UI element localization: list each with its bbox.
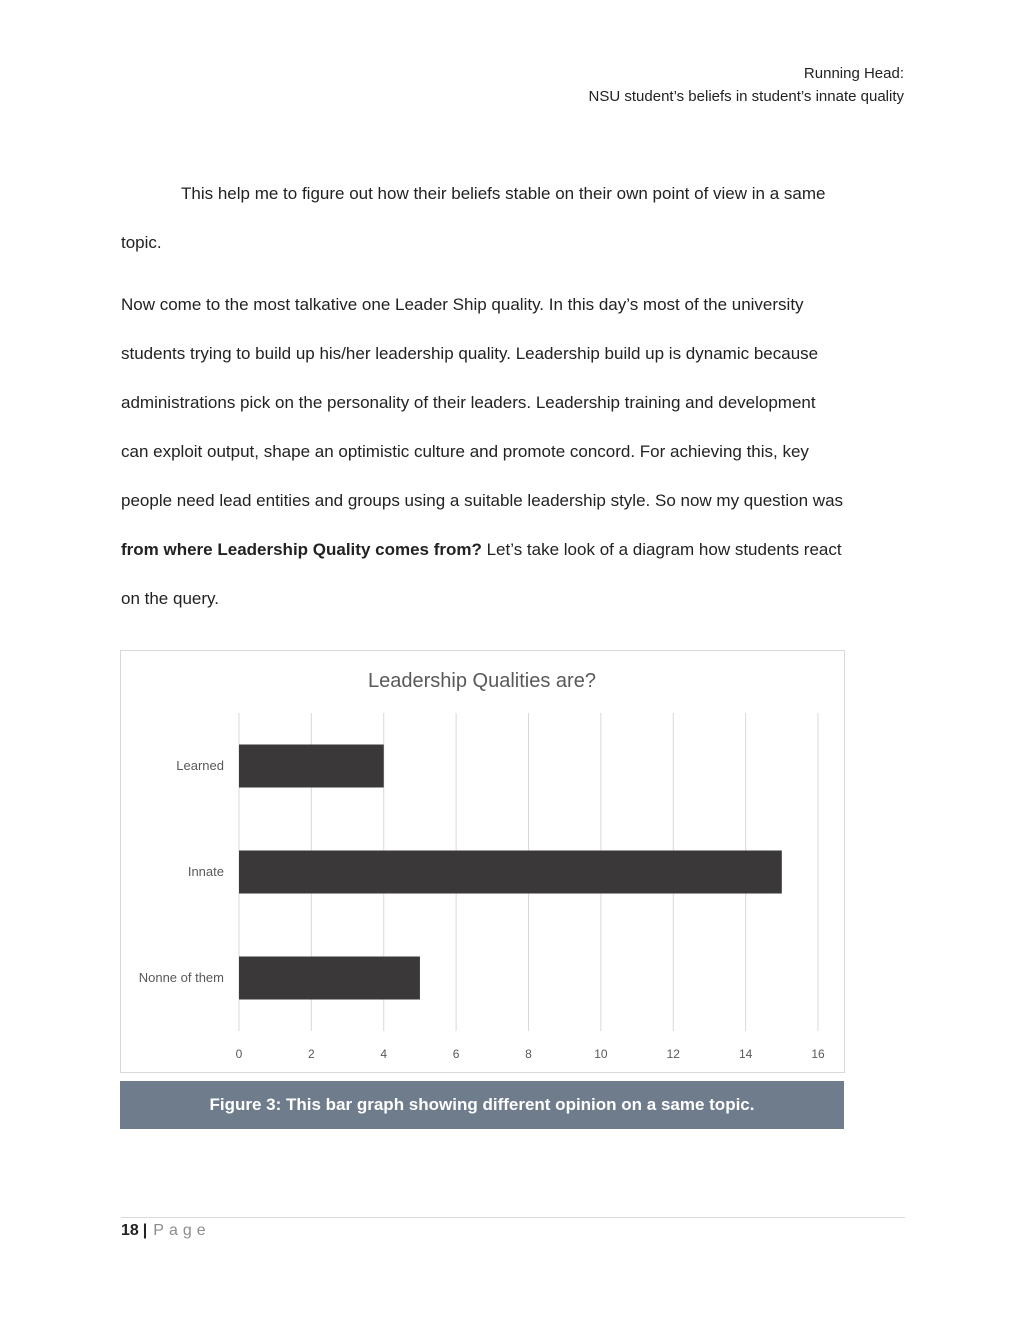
- category-label: Nonne of them: [138, 970, 224, 985]
- footer-separator: |: [142, 1222, 148, 1239]
- highlighted-question: from where Leadership Quality comes from?: [121, 540, 482, 559]
- bar: [239, 745, 384, 788]
- paragraph-2-line: people need lead entities and groups using a suitable leadership style. So now my question was: [121, 491, 844, 510]
- x-tick-label: 12: [666, 1047, 680, 1061]
- figure-caption: Figure 3: This bar graph showing different opinion on a same topic.: [120, 1081, 844, 1129]
- x-tick-label: 4: [380, 1047, 388, 1061]
- page-label: Page: [153, 1222, 211, 1239]
- bar: [239, 851, 782, 894]
- paragraph-2-question-line: [121, 540, 842, 560]
- page-footer: [121, 1222, 211, 1240]
- x-tick-label: 0: [235, 1047, 243, 1061]
- footer-divider: [121, 1217, 905, 1218]
- x-tick-label: 16: [811, 1047, 825, 1061]
- running-head-label: Running Head:: [803, 65, 904, 82]
- x-tick-label: 14: [738, 1047, 753, 1061]
- paragraph-2-line: administrations pick on the personality of their leaders. Leadership training and development: [121, 393, 816, 412]
- question-followup: Let’s take look of a diagram how students react: [481, 540, 842, 559]
- page-number: 18: [121, 1222, 139, 1239]
- bar-chart: [121, 651, 844, 1072]
- running-head: [589, 62, 904, 108]
- paragraph-2-line: Now come to the most talkative one Leader Ship quality. In this day’s most of the university: [121, 295, 804, 314]
- chart-container: [120, 650, 845, 1073]
- running-head-title: NSU student’s beliefs in student’s innate quality: [588, 88, 904, 105]
- x-tick-label: 8: [525, 1047, 532, 1061]
- x-tick-label: 6: [452, 1047, 460, 1061]
- category-label: Innate: [187, 864, 224, 879]
- paragraph-1-line-1: This help me to figure out how their beliefs stable on their own point of view in a same: [181, 184, 826, 203]
- chart-title: Leadership Qualities are?: [368, 670, 596, 692]
- bar: [239, 957, 420, 1000]
- paragraph-2-line: students trying to build up his/her leadership quality. Leadership build up is dynamic because: [121, 344, 819, 363]
- x-tick-label: 10: [594, 1047, 608, 1061]
- x-tick-label: 2: [308, 1047, 315, 1061]
- paragraph-2-last-line: on the query.: [121, 589, 219, 608]
- paragraph-1-line-2: topic.: [121, 233, 162, 252]
- category-label: Learned: [176, 758, 224, 773]
- paragraph-2-line: can exploit output, shape an optimistic culture and promote concord. For achieving this, key: [121, 442, 809, 461]
